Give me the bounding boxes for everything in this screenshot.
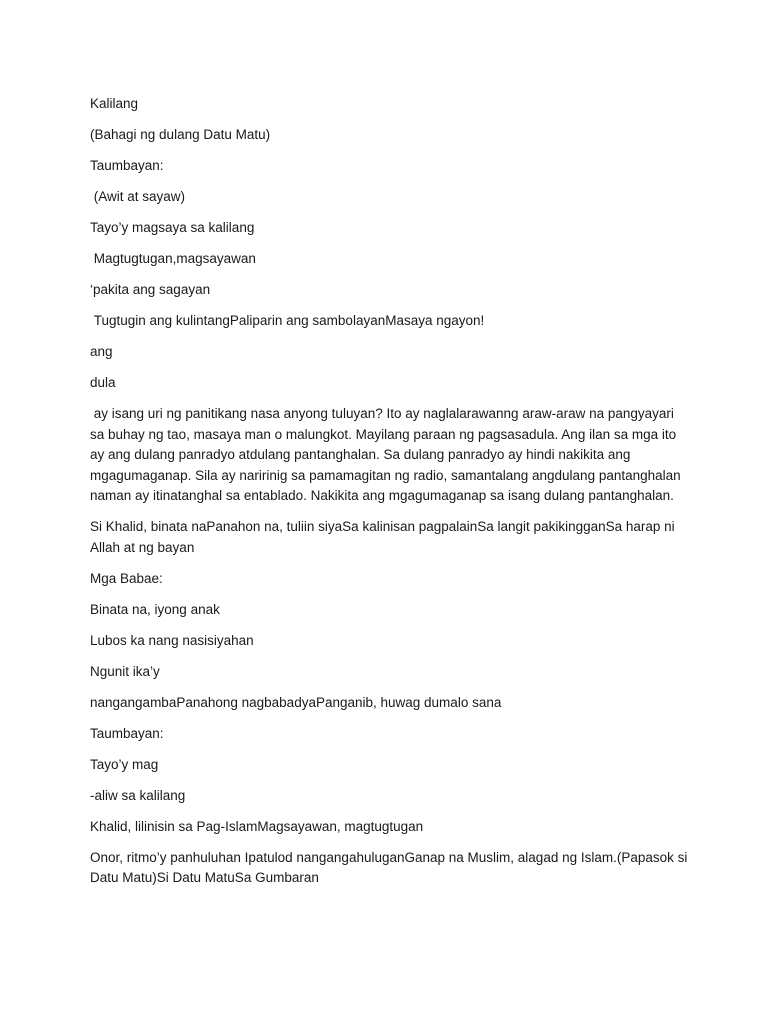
text-fragment: dula — [90, 375, 116, 390]
verse-line: Tugtugin ang kulintangPaliparin ang sambolayanMasaya ngayon! — [90, 313, 485, 328]
speaker-label: Taumbayan: — [90, 725, 164, 741]
verse-line: Khalid, lilinisin sa Pag-IslamMagsayawan, magtugtugan — [90, 818, 424, 834]
text-fragment: ang — [90, 344, 113, 359]
verse-line: nangangambaPanahong nagbabadyaPanganib, huwag dumalo sana — [90, 694, 502, 710]
speaker-label: Taumbayan: — [90, 158, 164, 173]
doc-subtitle: (Bahagi ng dulang Datu Matu) — [90, 127, 271, 142]
speaker-label: Mga Babae: — [90, 570, 163, 586]
verse-paragraph: Onor, ritmo’y panhuluhan Ipatulod nangangahuluganGanap na Muslim, alagad ng Islam.(Papasok si Datu Matu)Si Datu MatuSa Gumbaran — [90, 849, 692, 885]
verse-line: Tayo’y magsaya sa kalilang — [90, 220, 255, 235]
verse-line: Magtugtugan,magsayawan — [90, 251, 256, 266]
verse-line: Binata na, iyong anak — [90, 601, 220, 617]
verse-paragraph: Si Khalid, binata naPanahon na, tuliin siyaSa kalinisan pagpalainSa langit pakikingganSa harap ni Allah at ng bayan — [90, 519, 678, 555]
stage-direction: (Awit at sayaw) — [90, 189, 186, 204]
verse-line: Ngunit ika’y — [90, 663, 160, 679]
verse-line: -aliw sa kalilang — [90, 787, 186, 803]
body-paragraph: ay isang uri ng panitikang nasa anyong tuluyan? Ito ay naglalarawanng araw-araw na pangyayari sa buhay ng tao, masaya man o malungkot. Mayilang paraan ng pagsasadula. Ang ilan sa mga ito ay ang dulang panradyo atdulang pantanghalan. Sa dulang panradyo ay hindi nakikita ang mgagumaganap. Sila ay naririnig sa pamamagitan ng radio, samantalang angdulang pantanghalan naman ay itinatanghal sa entablado. Nakikita ang mgagumaganap sa isang dulang pantanghalan. — [90, 406, 685, 503]
verse-line: ‘pakita ang sagayan — [90, 282, 211, 297]
verse-line: Lubos ka nang nasisiyahan — [90, 632, 254, 648]
doc-title: Kalilang — [90, 96, 139, 111]
verse-line: Tayo’y mag — [90, 756, 159, 772]
